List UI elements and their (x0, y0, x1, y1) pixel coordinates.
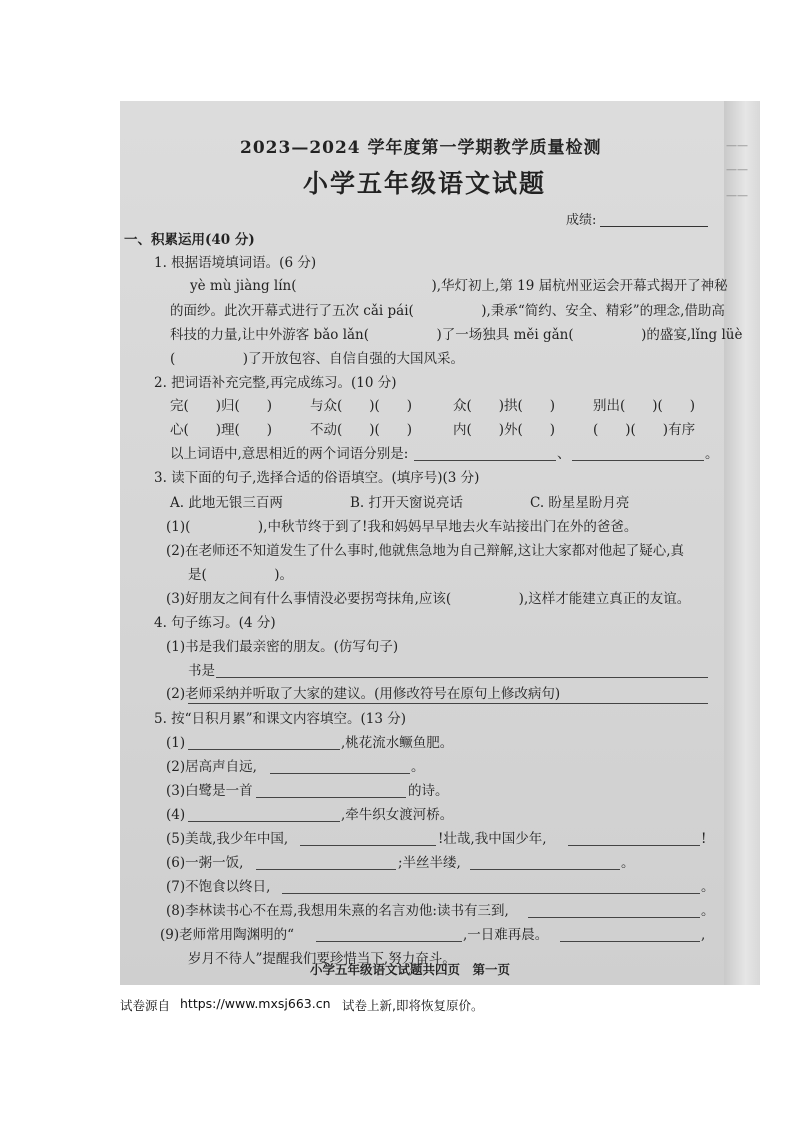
answer-blank[interactable] (470, 869, 620, 870)
answer-blank[interactable] (528, 917, 700, 918)
q5-l7-post: 。 (701, 879, 715, 895)
q2-word: 不动( )( ) (310, 422, 413, 438)
q5-l9-pre: (9)老师常用陶渊明的“ (160, 927, 295, 943)
q2-word: 众( )拱( ) (453, 398, 556, 414)
q5-l4-pre: (4) (166, 807, 186, 823)
q5-l9-post: , (701, 927, 706, 943)
answer-blank[interactable] (188, 749, 340, 750)
q5-l9-mid: ,一日难再晨。 (463, 927, 549, 943)
q4-heading: 4. 句子练习。(4 分) (154, 615, 276, 631)
answer-blank[interactable] (568, 845, 700, 846)
answer-blank[interactable] (572, 460, 704, 461)
answer-blank[interactable] (188, 821, 340, 822)
adjacent-page-edge (724, 101, 760, 985)
q3-sentence2a: (2)在老师还不知道发生了什么事时,他就焦急地为自己辩解,这让大家都对他起了疑心,真 (166, 543, 684, 559)
answer-blank[interactable] (270, 773, 410, 774)
answer-blank[interactable] (300, 845, 436, 846)
q4-sentence2: (2)老师采纳并听取了大家的建议。(用修改符号在原句上修改病句) (166, 686, 561, 702)
q5-l1-pre: (1) (166, 735, 186, 751)
exam-title-line1: 2023—2024 学年度第一学期教学质量检测 (240, 138, 602, 158)
q5-heading: 5. 按“日积月累”和课文内容填空。(13 分) (154, 711, 406, 727)
q5-l6-mid: ;半丝半缕, (398, 855, 461, 871)
score-blank[interactable] (600, 226, 708, 227)
q3-sentence1: (1)( ),中秋节终于到了!我和妈妈早早地去火车站接出门在外的爸爸。 (166, 519, 638, 535)
q5-l6-pre: (6)一粥一饭, (166, 855, 244, 871)
q2-word: 完( )归( ) (170, 398, 273, 414)
answer-line[interactable] (188, 703, 708, 704)
q5-l4-post: ,牵牛织女渡河桥。 (341, 807, 454, 823)
q1-line2: 的面纱。此次开幕式进行了五次 cǎi pái( ),秉承“简约、安全、精彩”的理念,借助高 (170, 303, 725, 319)
q5-l8-pre: (8)李林读书心不在焉,我想用朱熹的名言劝他:读书有三到, (166, 903, 509, 919)
q5-l5-post: ! (701, 831, 707, 847)
exam-photo (120, 101, 760, 985)
edge-scribble: —— (726, 163, 748, 176)
q5-l3-post: 的诗。 (408, 783, 449, 799)
q2-end: 。 (705, 446, 719, 462)
q3-heading: 3. 读下面的句子,选择合适的俗语填空。(填序号)(3 分) (154, 470, 480, 486)
exam-title: 小学五年级语文试题 (303, 169, 547, 198)
q5-l6-post: 。 (621, 855, 635, 871)
q3-option-c: C. 盼星星盼月亮 (530, 495, 630, 511)
q3-option-a: A. 此地无银三百两 (170, 495, 283, 511)
page-footer: 小学五年级语文试题共四页 第一页 (310, 962, 511, 977)
q4-prefix: 书是 (188, 663, 215, 679)
q5-l2-post: 。 (411, 759, 425, 775)
q4-sentence1: (1)书是我们最亲密的朋友。(仿写句子) (166, 639, 399, 655)
q2-separator: 、 (557, 446, 571, 462)
answer-blank[interactable] (282, 893, 700, 894)
q1-line3: 科技的力量,让中外游客 bǎo lǎn( )了一场独具 měi gǎn( )的盛宴,lǐng lüè (170, 327, 743, 343)
edge-scribble: —— (726, 189, 748, 202)
q2-word: 内( )外( ) (453, 422, 556, 438)
answer-blank[interactable] (316, 941, 462, 942)
q5-l2-pre: (2)居高声自远, (166, 759, 257, 775)
score-label: 成绩: (566, 213, 597, 228)
q1-heading: 1. 根据语境填词语。(6 分) (154, 255, 317, 271)
q5-l3-pre: (3)白鹭是一首 (166, 783, 253, 799)
q3-sentence2b: 是( )。 (188, 567, 294, 583)
q1-line4: ( )了开放包容、自信自强的大国风采。 (170, 351, 465, 367)
q2-word: 心( )理( ) (170, 422, 273, 438)
q5-l5-mid: !壮哉,我中国少年, (438, 831, 547, 847)
answer-blank[interactable] (256, 797, 406, 798)
q5-l5-pre: (5)美哉,我少年中国, (166, 831, 289, 847)
q5-l1-post: ,桃花流水鳜鱼肥。 (341, 735, 454, 751)
q3-option-b: B. 打开天窗说亮话 (350, 495, 464, 511)
section-heading: 一、积累运用(40 分) (124, 232, 255, 248)
q5-l8-post: 。 (701, 903, 715, 919)
q3-sentence3: (3)好朋友之间有什么事情没必要拐弯抹角,应该( ),这样才能建立真正的友谊。 (166, 591, 691, 607)
answer-line[interactable] (216, 677, 708, 678)
source-label: 试卷源自 (120, 998, 171, 1013)
q2-word: ( )( )有序 (593, 422, 696, 438)
q5-l9b: 岁月不待人”提醒我们要珍惜当下,努力奋斗。 (188, 951, 456, 967)
answer-blank[interactable] (256, 869, 396, 870)
q2-heading: 2. 把词语补充完整,再完成练习。(10 分) (154, 375, 397, 391)
answer-blank[interactable] (414, 460, 556, 461)
source-note: 试卷上新,即将恢复原价。 (342, 998, 484, 1013)
source-url[interactable]: https://www.mxsj663.cn (180, 996, 331, 1011)
answer-blank[interactable] (560, 941, 700, 942)
q2-word: 别出( )( ) (593, 398, 696, 414)
edge-scribble: —— (726, 139, 748, 152)
q1-line1: yè mù jiàng lín( ),华灯初上,第 19 届杭州亚运会开幕式揭开了神秘 (190, 278, 728, 294)
q2-line3-prefix: 以上词语中,意思相近的两个词语分别是: (170, 446, 409, 462)
q2-word: 与众( )( ) (310, 398, 413, 414)
q5-l7-pre: (7)不饱食以终日, (166, 879, 271, 895)
